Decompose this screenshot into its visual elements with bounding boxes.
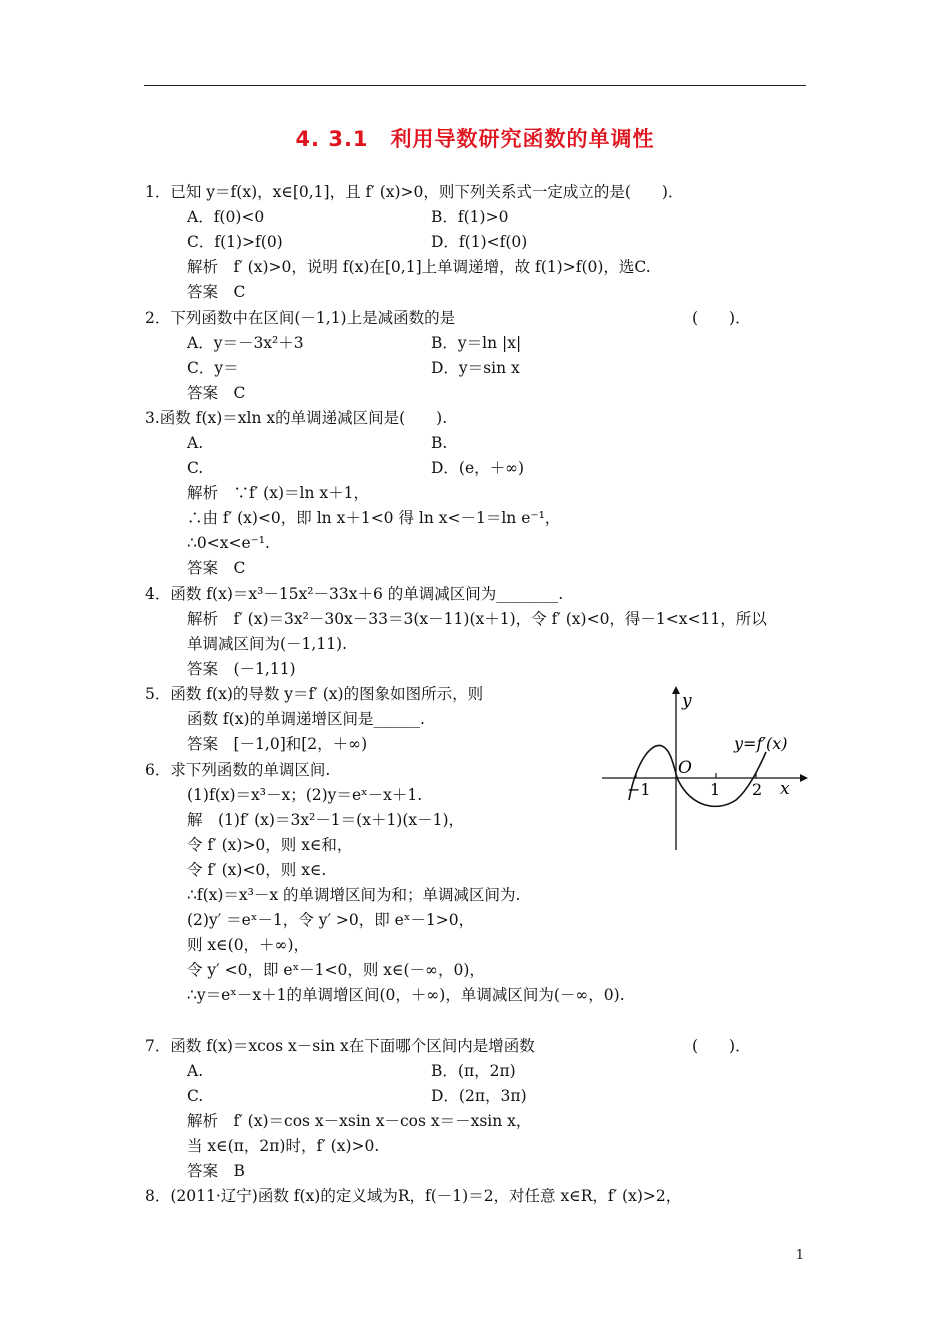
text-line: 6．求下列函数的单调区间.: [145, 761, 331, 779]
text-line: 答案 B: [187, 1162, 245, 1180]
text-line: 答案 C: [187, 283, 246, 301]
text-line: ∴y＝eˣ－x＋1的单调增区间(0，＋∞)，单调减区间为(－∞，0).: [187, 986, 625, 1004]
text-line: 令 y′ <0，即 eˣ－1<0，则 x∈(－∞，0)，: [187, 961, 485, 979]
text-line: B.: [431, 434, 448, 452]
tick-label-two: 2: [752, 780, 763, 799]
text-line: 答案 C: [187, 384, 246, 402]
text-line: ∴f(x)＝x³－x 的单调增区间为和；单调减区间为.: [187, 886, 521, 904]
text-line: 答案 [－1,0]和[2，＋∞): [187, 735, 368, 753]
y-axis-arrow: [672, 686, 680, 694]
curve-label: y=f′(x): [734, 734, 788, 753]
text-line: B．y＝ln |x|: [431, 334, 522, 352]
text-line: A．f(0)<0: [187, 208, 265, 226]
text-line: 1．已知 y＝f(x)，x∈[0,1]，且 f′ (x)>0，则下列关系式一定成立的是( )．: [145, 183, 684, 201]
origin-label: O: [678, 758, 692, 778]
text-line: 解析 f′ (x)＝3x²－30x－33＝3(x－11)(x＋1)，令 f′ (x)<0，得－1<x<11，所以: [187, 610, 767, 628]
text-line: ∴0<x<e⁻¹.: [187, 534, 270, 552]
text-line: D．y＝sin x: [431, 359, 520, 377]
tick-label-one: 1: [710, 780, 721, 799]
text-line: ∴由 f′ (x)<0，即 ln x＋1<0 得 ln x<－1＝ln e⁻¹，: [187, 509, 561, 527]
text-line: 单调减区间为(－1,11).: [187, 635, 348, 653]
text-line: A．y＝－3x²＋3: [187, 334, 304, 352]
text-line: (2)y′ ＝eˣ－1，令 y′ >0，即 eˣ－1>0，: [187, 911, 475, 929]
text-line: 解析 f′ (x)＝cos x－xsin x－cos x＝－xsin x，: [187, 1112, 532, 1130]
text-line: 则 x∈(0，＋∞)，: [187, 936, 310, 954]
text-line: 4．函数 f(x)＝x³－15x²－33x＋6 的单调减区间为________.: [145, 585, 564, 603]
text-line: 当 x∈(π，2π)时，f′ (x)>0.: [187, 1137, 380, 1155]
text-line: A.: [187, 434, 204, 452]
text-line: 答案 (－1,11): [187, 660, 296, 678]
text-line: D．(e，＋∞): [431, 459, 525, 477]
y-axis-label: y: [682, 691, 692, 711]
text-line: C.: [187, 459, 204, 477]
text-line: ( )．: [692, 309, 751, 327]
text-line: 函数 f(x)的单调递增区间是______.: [187, 710, 425, 728]
text-line: 3.函数 f(x)＝xln x的单调递减区间是( ).: [145, 409, 448, 427]
text-line: 令 f′ (x)<0，则 x∈.: [187, 861, 327, 879]
text-line: B．f(1)>0: [431, 208, 509, 226]
derivative-graph-figure: [596, 682, 810, 852]
text-line: ( )．: [692, 1037, 751, 1055]
text-line: 解析 ∵f′ (x)＝ln x＋1，: [187, 484, 369, 502]
text-line: 答案 C: [187, 559, 246, 577]
text-line: D．f(1)<f(0): [431, 233, 528, 251]
header-rule: [144, 85, 806, 86]
text-line: A.: [187, 1062, 204, 1080]
x-axis-label: x: [780, 779, 790, 799]
text-line: 解析 f′ (x)>0，说明 f(x)在[0,1]上单调递增，故 f(1)>f(0)，选C.: [187, 258, 651, 276]
x-axis-arrow: [800, 774, 808, 782]
text-line: D．(2π，3π): [431, 1087, 527, 1105]
text-line: C．y＝: [187, 359, 239, 377]
text-line: C.: [187, 1087, 204, 1105]
page-number: 1: [795, 1248, 804, 1263]
text-line: 令 f′ (x)>0，则 x∈和，: [187, 836, 353, 854]
text-line: C．f(1)>f(0): [187, 233, 283, 251]
text-line: 解 (1)f′ (x)＝3x²－1＝(x＋1)(x－1)，: [187, 811, 465, 829]
text-line: 5．函数 f(x)的导数 y＝f′ (x)的图象如图所示，则: [145, 685, 484, 703]
text-line: B．(π，2π): [431, 1062, 516, 1080]
tick-label-minus-one: −1: [627, 780, 651, 799]
text-line: 2．下列函数中在区间(－1,1)上是减函数的是: [145, 309, 456, 327]
text-line: 7．函数 f(x)＝xcos x－sin x在下面哪个区间内是增函数: [145, 1037, 535, 1055]
page-title: 4. 3.1 利用导数研究函数的单调性: [295, 127, 655, 151]
text-line: 8．(2011·辽宁)函数 f(x)的定义域为R，f(－1)＝2，对任意 x∈R，f′ (x)>2，: [145, 1187, 682, 1205]
text-line: (1)f(x)＝x³－x；(2)y＝eˣ－x＋1.: [187, 786, 423, 804]
